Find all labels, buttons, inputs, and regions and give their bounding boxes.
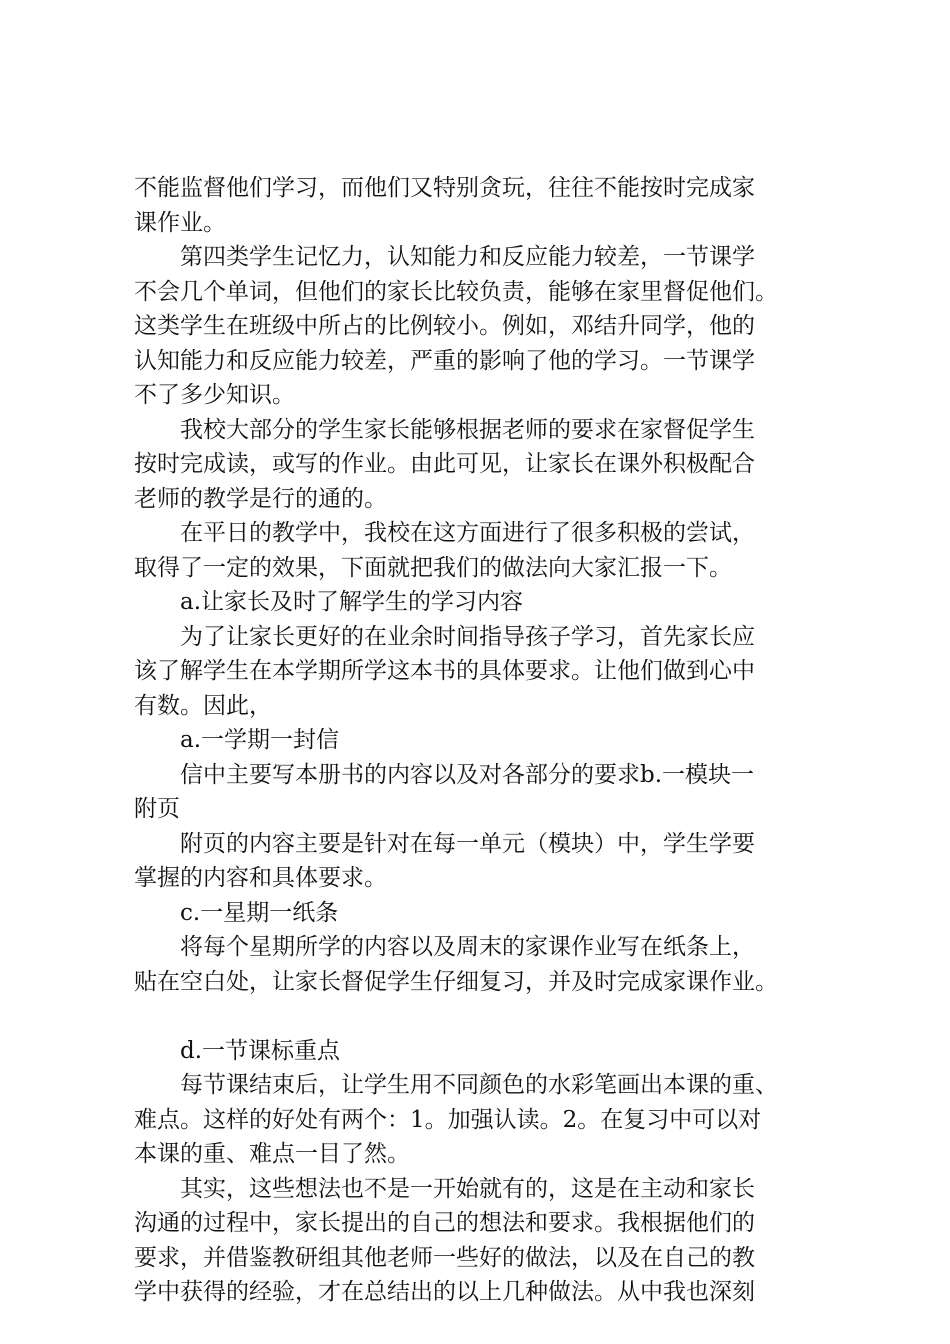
- text-line: 老师的教学是行的通的。: [134, 485, 387, 512]
- paragraph-start-line: 为了让家长更好的在业余时间指导孩子学习，首先家长应: [180, 623, 755, 650]
- text-line: 认知能力和反应能力较差，严重的影响了他的学习。一节课学: [134, 347, 755, 374]
- paragraph-start-line: 信中主要写本册书的内容以及对各部分的要求b.一模块一: [180, 761, 755, 788]
- blank-line: [134, 999, 824, 1034]
- body-text: [134, 171, 824, 1310]
- text-line: 取得了一定的效果，下面就把我们的做法向大家汇报一下。: [134, 554, 732, 581]
- section-heading: a.一学期一封信: [180, 727, 340, 753]
- paragraph-start-line: 将每个星期所学的内容以及周末的家课作业写在纸条上，: [180, 934, 755, 960]
- text-line: 不能监督他们学习，而他们又特别贪玩，往往不能按时完成家: [134, 175, 755, 201]
- text-line: 附页: [134, 796, 180, 822]
- paragraph-start-line: 在平日的教学中，我校在这方面进行了很多积极的尝试，: [180, 520, 755, 546]
- paragraph-start-line: 其实，这些想法也不是一开始就有的，这是在主动和家长: [180, 1175, 755, 1202]
- text-line: 有数。因此，: [134, 692, 272, 719]
- section-heading: c.一星期一纸条: [180, 899, 339, 926]
- paragraph-start-line: 附页的内容主要是针对在每一单元（模块）中，学生学要: [180, 830, 755, 857]
- section-heading: d.一节课标重点: [180, 1037, 341, 1064]
- text-line: 课作业。: [134, 209, 226, 236]
- text-line: 不了多少知识。: [134, 382, 295, 408]
- text-line: 贴在空白处，让家长督促学生仔细复习，并及时完成家课作业。: [134, 968, 778, 995]
- text-line: 沟通的过程中，家长提出的自己的想法和要求。我根据他们的: [134, 1210, 755, 1236]
- section-heading: a.让家长及时了解学生的学习内容: [180, 589, 524, 615]
- text-line: 学中获得的经验，才在总结出的以上几种做法。从中我也深刻: [134, 1279, 755, 1305]
- text-line: 该了解学生在本学期所学这本书的具体要求。让他们做到心中: [134, 658, 755, 684]
- text-line: 掌握的内容和具体要求。: [134, 865, 387, 891]
- text-line: 要求，并借鉴教研组其他老师一些好的做法，以及在自己的教: [134, 1244, 755, 1271]
- paragraph-start-line: 我校大部分的学生家长能够根据老师的要求在家督促学生: [180, 416, 755, 443]
- text-line: 按时完成读，或写的作业。由此可见，让家长在课外积极配合: [134, 451, 755, 477]
- text-line: 这类学生在班级中所占的比例较小。例如，邓结升同学，他的: [134, 313, 755, 339]
- text-line: 本课的重、难点一目了然。: [134, 1141, 410, 1167]
- paragraph-start-line: 第四类学生记忆力，认知能力和反应能力较差，一节课学: [180, 244, 755, 270]
- text-line: 难点。这样的好处有两个：1。加强认读。2。在复习中可以对: [134, 1106, 762, 1133]
- text-line: 不会几个单词，但他们的家长比较负责，能够在家里督促他们。: [134, 278, 778, 305]
- paragraph-start-line: 每节课结束后，让学生用不同颜色的水彩笔画出本课的重、: [180, 1072, 778, 1098]
